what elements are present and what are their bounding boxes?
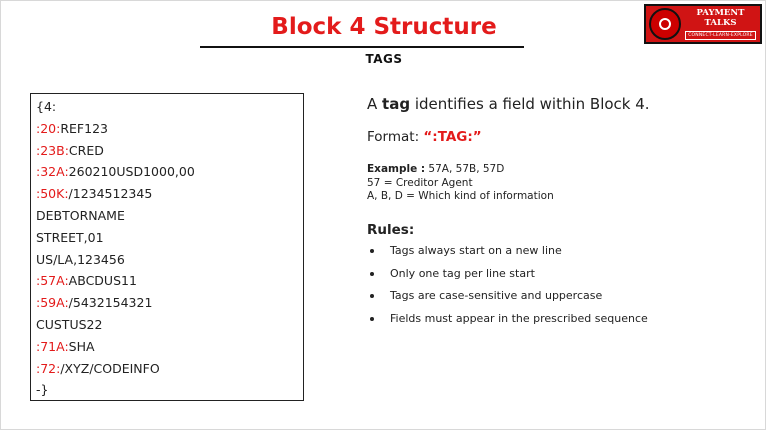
message-value: ABCDUS11 (68, 273, 137, 289)
message-line (36, 205, 303, 227)
message-line (36, 96, 303, 118)
message-line (36, 379, 303, 401)
tag-example (367, 163, 554, 204)
definition-text: identifies a field within Block 4. (410, 95, 650, 113)
example-value: 57A, 57B, 57D (425, 163, 505, 175)
message-tag: :71A: (36, 338, 69, 354)
message-tag: :20: (36, 120, 61, 136)
message-tag: :59A: (36, 295, 69, 311)
message-line (36, 270, 303, 292)
message-line (36, 183, 303, 205)
definition-term: tag (382, 95, 411, 113)
message-line (36, 118, 303, 140)
message-value: -} (36, 382, 49, 398)
message-line (36, 227, 303, 249)
rule-item: Tags always start on a new line (370, 244, 648, 267)
logo-name: PAYMENT TALKS (696, 8, 745, 28)
message-line (36, 292, 303, 314)
message-value: /XYZ/CODEINFO (60, 360, 160, 376)
payment-talks-logo (644, 4, 762, 44)
example-line: A, B, D = Which kind of information (367, 190, 554, 202)
logo-emblem-icon (649, 8, 681, 40)
format-value: “:TAG:” (423, 129, 482, 145)
rules-heading: Rules: (367, 222, 415, 238)
message-line (36, 358, 303, 380)
message-line (36, 161, 303, 183)
message-value: /1234512345 (68, 186, 153, 202)
message-line (36, 249, 303, 271)
message-value: {4: (36, 99, 57, 114)
example-line (367, 163, 554, 177)
message-tag: :72: (36, 360, 61, 376)
logo-tagline: CONNECT-LEARN-EXPLORE (685, 31, 756, 40)
rule-item: Tags are case-sensitive and uppercase (370, 289, 648, 312)
tag-definition (367, 95, 650, 113)
rules-list (370, 244, 648, 334)
slide-title: Block 4 Structure (271, 14, 497, 40)
message-value: US/LA,123456 (36, 251, 125, 267)
rule-item: Fields must appear in the prescribed sequence (370, 312, 648, 335)
title-underline (200, 46, 524, 48)
example-label: Example : (367, 163, 426, 175)
logo-text (681, 8, 760, 40)
message-tag: :23B: (36, 142, 69, 158)
definition-text: A (367, 95, 383, 113)
message-value: 260210USD1000,00 (68, 164, 195, 180)
message-tag: :57A: (36, 273, 69, 289)
message-value: CRED (68, 142, 104, 158)
message-value: SHA (68, 338, 95, 354)
message-value: REF123 (60, 120, 108, 136)
message-value: CUSTUS22 (36, 316, 103, 332)
message-line (36, 336, 303, 358)
message-tag: :32A: (36, 164, 69, 180)
slide-subtitle: TAGS (365, 52, 403, 66)
format-label: Format: (367, 129, 424, 145)
message-value: DEBTORNAME (36, 207, 125, 223)
tag-format (367, 129, 482, 145)
block4-message-box (30, 93, 304, 401)
message-value: STREET,01 (36, 229, 104, 245)
message-line (36, 314, 303, 336)
message-value: /5432154321 (68, 295, 153, 311)
message-tag: :50K: (36, 186, 69, 202)
message-line (36, 140, 303, 162)
example-line: 57 = Creditor Agent (367, 176, 473, 189)
rule-item: Only one tag per line start (370, 267, 648, 290)
